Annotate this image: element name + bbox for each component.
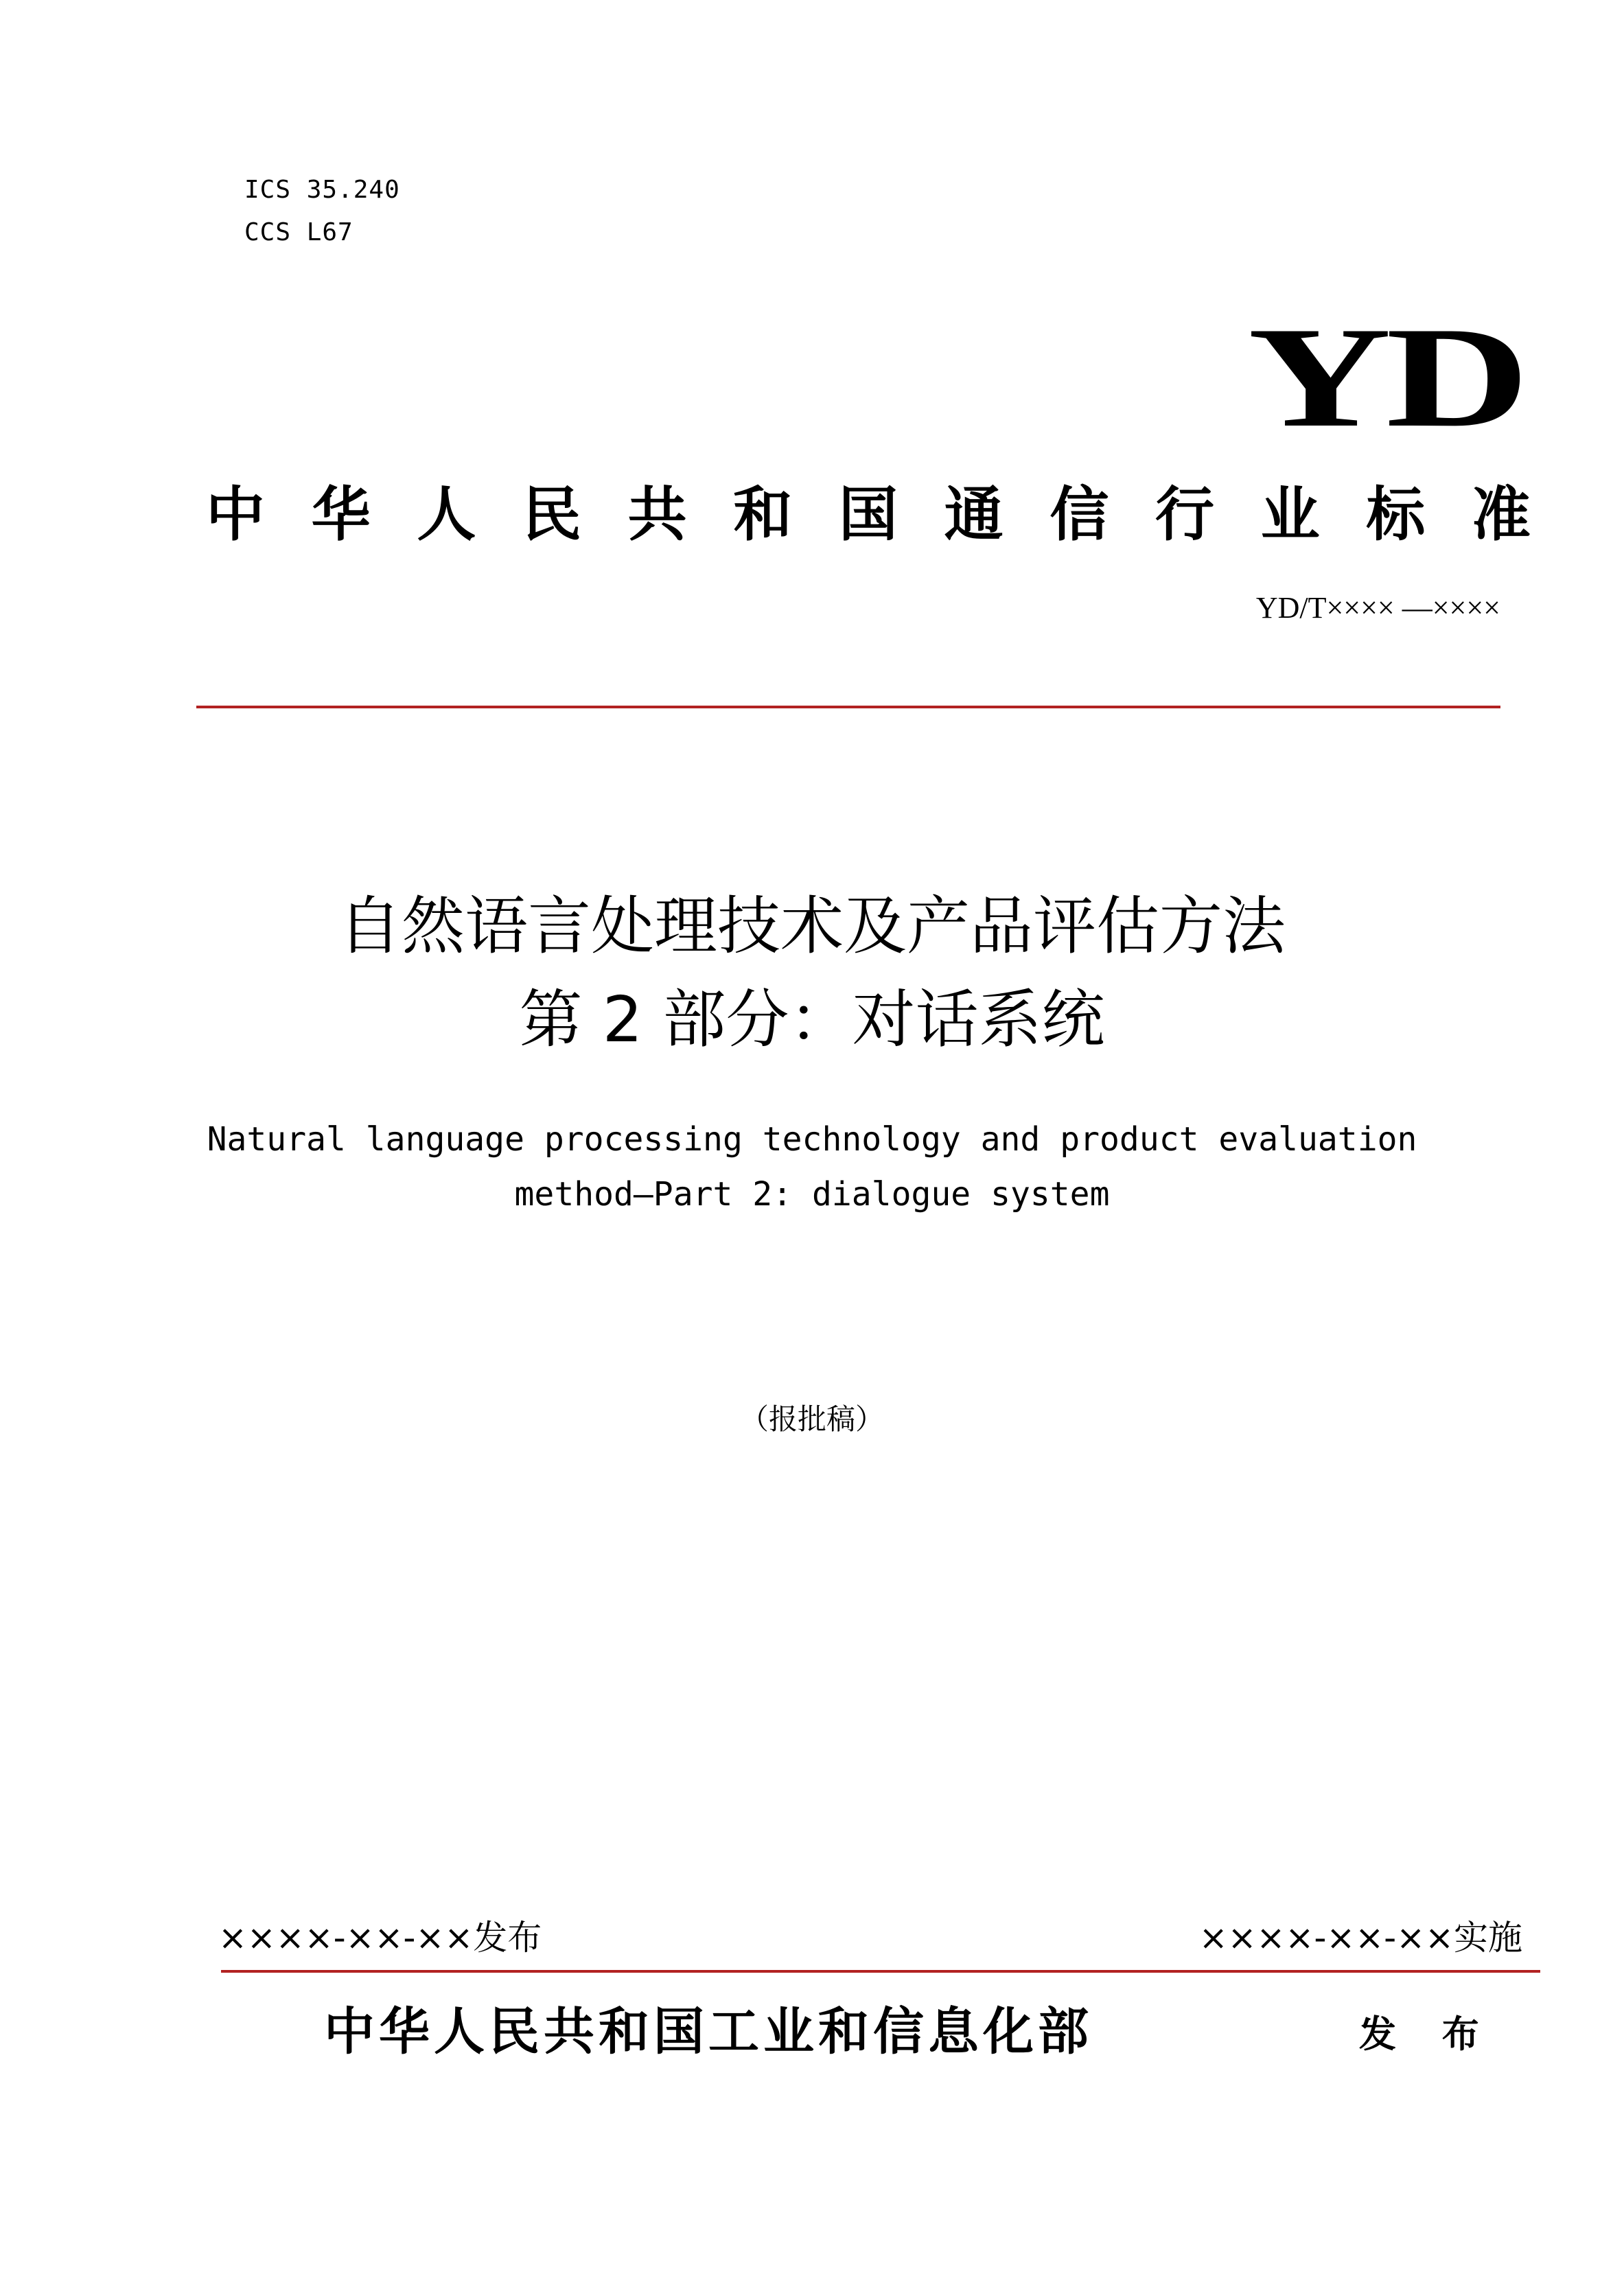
- yd-logo: YD: [1247, 298, 1524, 457]
- classification-codes: [244, 169, 400, 254]
- publisher-name: 中华人民共和国工业和信息化部: [324, 2002, 1093, 2061]
- implement-date: ××××-××-××实施: [1198, 1918, 1522, 1958]
- chinese-title: [194, 880, 1430, 1067]
- standard-category-title: 中 华 人 民 共 和 国 通 信 行 业 标 准: [206, 480, 1531, 549]
- standard-number: YD/T×××× —××××: [1255, 591, 1500, 625]
- chinese-title-line-1: 自然语言处理技术及产品评估方法: [338, 890, 1286, 963]
- english-title: [160, 1112, 1464, 1222]
- ics-code: ICS 35.240: [244, 176, 400, 204]
- top-divider: [196, 706, 1500, 708]
- ccs-code: CCS L67: [244, 218, 353, 246]
- draft-status: （报批稿）: [739, 1402, 884, 1436]
- release-date: ××××-××-××发布: [218, 1918, 542, 1958]
- publish-label: 发 布: [1359, 2013, 1496, 2056]
- bottom-divider: [221, 1970, 1540, 1973]
- chinese-title-line-2: 第 2 部分：对话系统: [519, 983, 1105, 1056]
- english-title-line-1: Natural language processing technology and product evaluation: [207, 1120, 1417, 1159]
- english-title-line-2: method—Part 2: dialogue system: [514, 1175, 1110, 1214]
